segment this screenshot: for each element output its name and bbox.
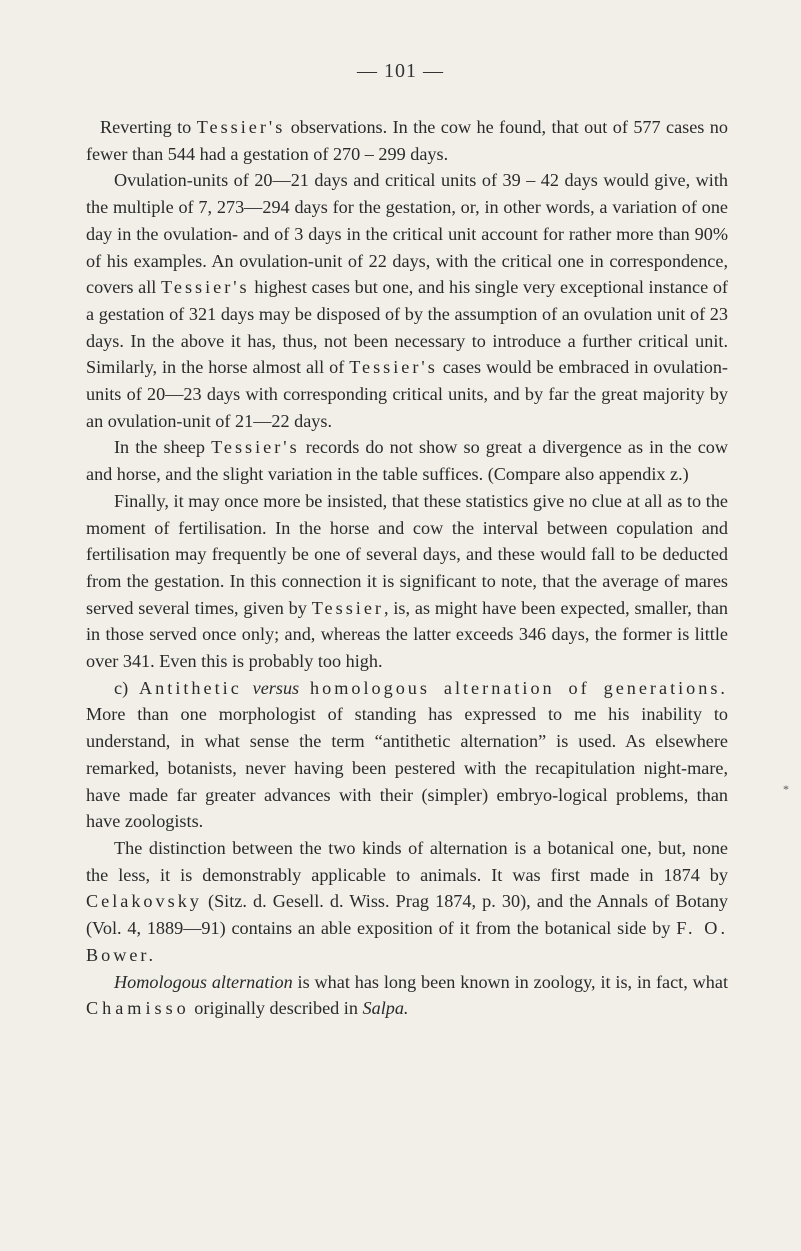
text-run: originally described in bbox=[189, 998, 363, 1019]
author-name: F. O. Bower. bbox=[86, 918, 728, 965]
body-text bbox=[86, 114, 728, 1022]
paragraph-3 bbox=[86, 434, 728, 487]
paragraph-2 bbox=[86, 167, 728, 434]
text-run: Finally, it may once more be insisted, that these statistics give no clue at all as to the moment of fertilisation. In the horse and cow the interval between copulation and fertilisation may frequently be one of several days, and these would fall to be deducted from the gestation. In this connection it is significant to note, that the average of mares served several times, given by bbox=[86, 490, 728, 618]
section-label: c) bbox=[114, 677, 140, 698]
text-run: In the sheep bbox=[114, 437, 212, 458]
paragraph-5 bbox=[86, 675, 728, 835]
author-name: Tessier's bbox=[211, 437, 300, 458]
text-run: Ovulation-units of 20—21 days and critical units of 39 – 42 days would give, with the multiple of 7, 273—294 days for the gestation, or, in other words, a variation of one day in the ovulation- and of 3 days in the critical unit account for rather more than 90% of his examples. An ovulation-unit of 22 days, with the critical one in correspondence, covers all bbox=[86, 170, 728, 298]
text-run: , is, as might have been expected, smaller, than in those served once only; and, whereas the latter exceeds 346 days, the former is little over 341. Even this is probably too high. bbox=[86, 597, 728, 672]
author-name: Celakovsky bbox=[86, 891, 202, 912]
section-heading: Antithetic bbox=[139, 677, 242, 698]
emphasis: Salpa. bbox=[362, 998, 409, 1019]
text-run: highest cases but one, and his single very exceptional instance of a gestation of 321 days may be disposed of by the assumption of an ovulation unit of 23 days. In the above it has, thus, not been necessary to introduce a further critical unit. Similarly, in the horse almost all of bbox=[86, 277, 728, 378]
text-run: records do not show so great a divergence as in the cow and horse, and the slight variation in the table suffices. (Compare also appendix z.) bbox=[86, 437, 728, 485]
stray-mark: * bbox=[783, 782, 789, 796]
section-heading: homologous alternation of generations. bbox=[310, 677, 728, 698]
text-run: More than one morphologist of standing has expressed to me his inability to understand, in what sense the term “antithetic alternation” is used. As elsewhere remarked, botanists, never having been pestered with the recapitulation night-mare, have made far greater advances with their (simpler) embryo-logical problems, than have zoologists. bbox=[86, 704, 728, 832]
author-name: Tessier's bbox=[161, 277, 250, 298]
author-name: Tessier's bbox=[349, 357, 438, 378]
page-number: — 101 — bbox=[357, 60, 444, 82]
paragraph-7 bbox=[86, 969, 728, 1022]
paragraph-6 bbox=[86, 835, 728, 969]
section-heading-versus: versus bbox=[241, 677, 311, 698]
emphasis: Homologous alternation bbox=[114, 971, 293, 992]
text-run: cases would be embraced in ovulation-units of 20—23 days with corresponding critical units, and by far the great majority by an ovulation-unit of 21—22 days. bbox=[86, 357, 728, 431]
paragraph-4 bbox=[86, 488, 728, 675]
author-name: Chamisso bbox=[86, 998, 190, 1019]
text-run: observations. In the cow he found, that out of 577 cases no fewer than 544 had a gestation of 270 – 299 days. bbox=[86, 117, 728, 164]
text-run: The distinction between the two kinds of alternation is a botanical one, but, none the less, it is demonstrably applicable to animals. It was first made in 1874 by bbox=[86, 837, 728, 885]
paragraph-1 bbox=[86, 114, 728, 167]
text-run: Reverting to bbox=[100, 117, 197, 137]
author-name: Tessier bbox=[311, 597, 384, 618]
author-name: Tessier's bbox=[196, 117, 286, 137]
text-run: is what has long been known in zoology, it is, in fact, what bbox=[292, 971, 728, 992]
text-run: (Sitz. d. Gesell. d. Wiss. Prag 1874, p. 30), and the Annals of Botany (Vol. 4, 1889—91) contains an able exposition of it from the botanical side by bbox=[86, 891, 728, 939]
